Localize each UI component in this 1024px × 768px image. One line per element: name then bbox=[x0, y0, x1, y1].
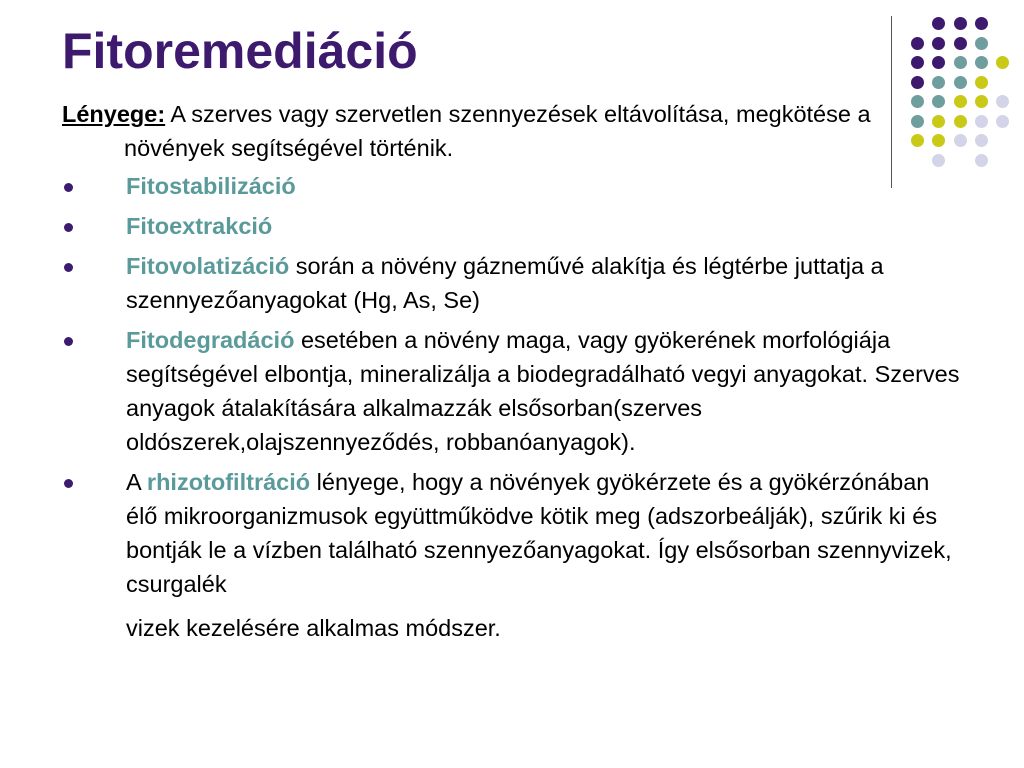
bullet-item-fitoextrakcio bbox=[62, 209, 962, 243]
decorative-dot bbox=[954, 56, 967, 69]
intro-paragraph bbox=[62, 97, 962, 165]
decorative-dot bbox=[954, 76, 967, 89]
bullet-icon bbox=[64, 223, 73, 232]
bullet-icon bbox=[64, 263, 73, 272]
decorative-dot bbox=[975, 37, 988, 50]
decorative-dot bbox=[932, 56, 945, 69]
decorative-dot bbox=[954, 17, 967, 30]
decorative-dot bbox=[911, 76, 924, 89]
bullet-list bbox=[62, 169, 962, 645]
bullet-item-fitodegradacio bbox=[62, 323, 962, 459]
intro-label: Lényege: bbox=[62, 101, 166, 127]
bullet-item-fitovolatizacio bbox=[62, 249, 962, 317]
bullet-term: Fitostabilizáció bbox=[126, 173, 296, 199]
decorative-dot bbox=[996, 115, 1009, 128]
bullet-icon bbox=[64, 337, 73, 346]
bullet-item-fitostabilizacio bbox=[62, 169, 962, 203]
decorative-dot bbox=[996, 95, 1009, 108]
bullet-item-rhizotofiltracio bbox=[62, 465, 962, 645]
decorative-dot bbox=[975, 154, 988, 167]
bullet-text: során a növény gázneművé alakítja és légtérbe juttatja a szennyezőanyagokat (Hg, As, Se) bbox=[126, 253, 884, 313]
slide-title: Fitoremediáció bbox=[62, 23, 418, 79]
decorative-dot bbox=[996, 56, 1009, 69]
decorative-dot bbox=[932, 17, 945, 30]
decorative-dot bbox=[975, 76, 988, 89]
bullet-last-line: vizek kezelésére alkalmas módszer. bbox=[126, 615, 501, 641]
decorative-dot bbox=[911, 56, 924, 69]
bullet-term: Fitodegradáció bbox=[126, 327, 295, 353]
decorative-dot bbox=[975, 134, 988, 147]
decorative-dot bbox=[932, 37, 945, 50]
bullet-term: Fitovolatizáció bbox=[126, 253, 290, 279]
bullet-icon bbox=[64, 183, 73, 192]
bullet-term: rhizotofiltráció bbox=[146, 469, 311, 495]
bullet-icon bbox=[64, 479, 73, 488]
decorative-dot bbox=[975, 95, 988, 108]
decorative-dot bbox=[932, 76, 945, 89]
decorative-dot bbox=[911, 37, 924, 50]
bullet-term: Fitoextrakció bbox=[126, 213, 273, 239]
decorative-dot bbox=[975, 56, 988, 69]
bullet-text: esetében a növény maga, vagy gyökerének morfológiája segítségével elbontja, mineralizálja a biodegradálható vegyi anyagokat. Szerves anyagok átalakítására alkalmazzák elsősorban(szerves oldószerek,olajszennyeződés, robbanóanyagok). bbox=[126, 327, 960, 455]
decorative-dot bbox=[954, 37, 967, 50]
slide-body bbox=[62, 97, 962, 651]
bullet-prefix: A bbox=[126, 469, 147, 495]
intro-text: A szerves vagy szervetlen szennyezések eltávolítása, megkötése a növények segítségével történik. bbox=[124, 101, 871, 161]
decorative-dot bbox=[975, 17, 988, 30]
decorative-dot bbox=[975, 115, 988, 128]
bullet-text: lényege, hogy a növények gyökérzete és a gyökérzónában élő mikroorganizmusok együttműködve kötik meg (adszorbeálják), szűrik ki és bontják le a vízben található szennyezőanyagokat. Így elsősorban szennyvizek, csurgalék bbox=[126, 469, 952, 597]
